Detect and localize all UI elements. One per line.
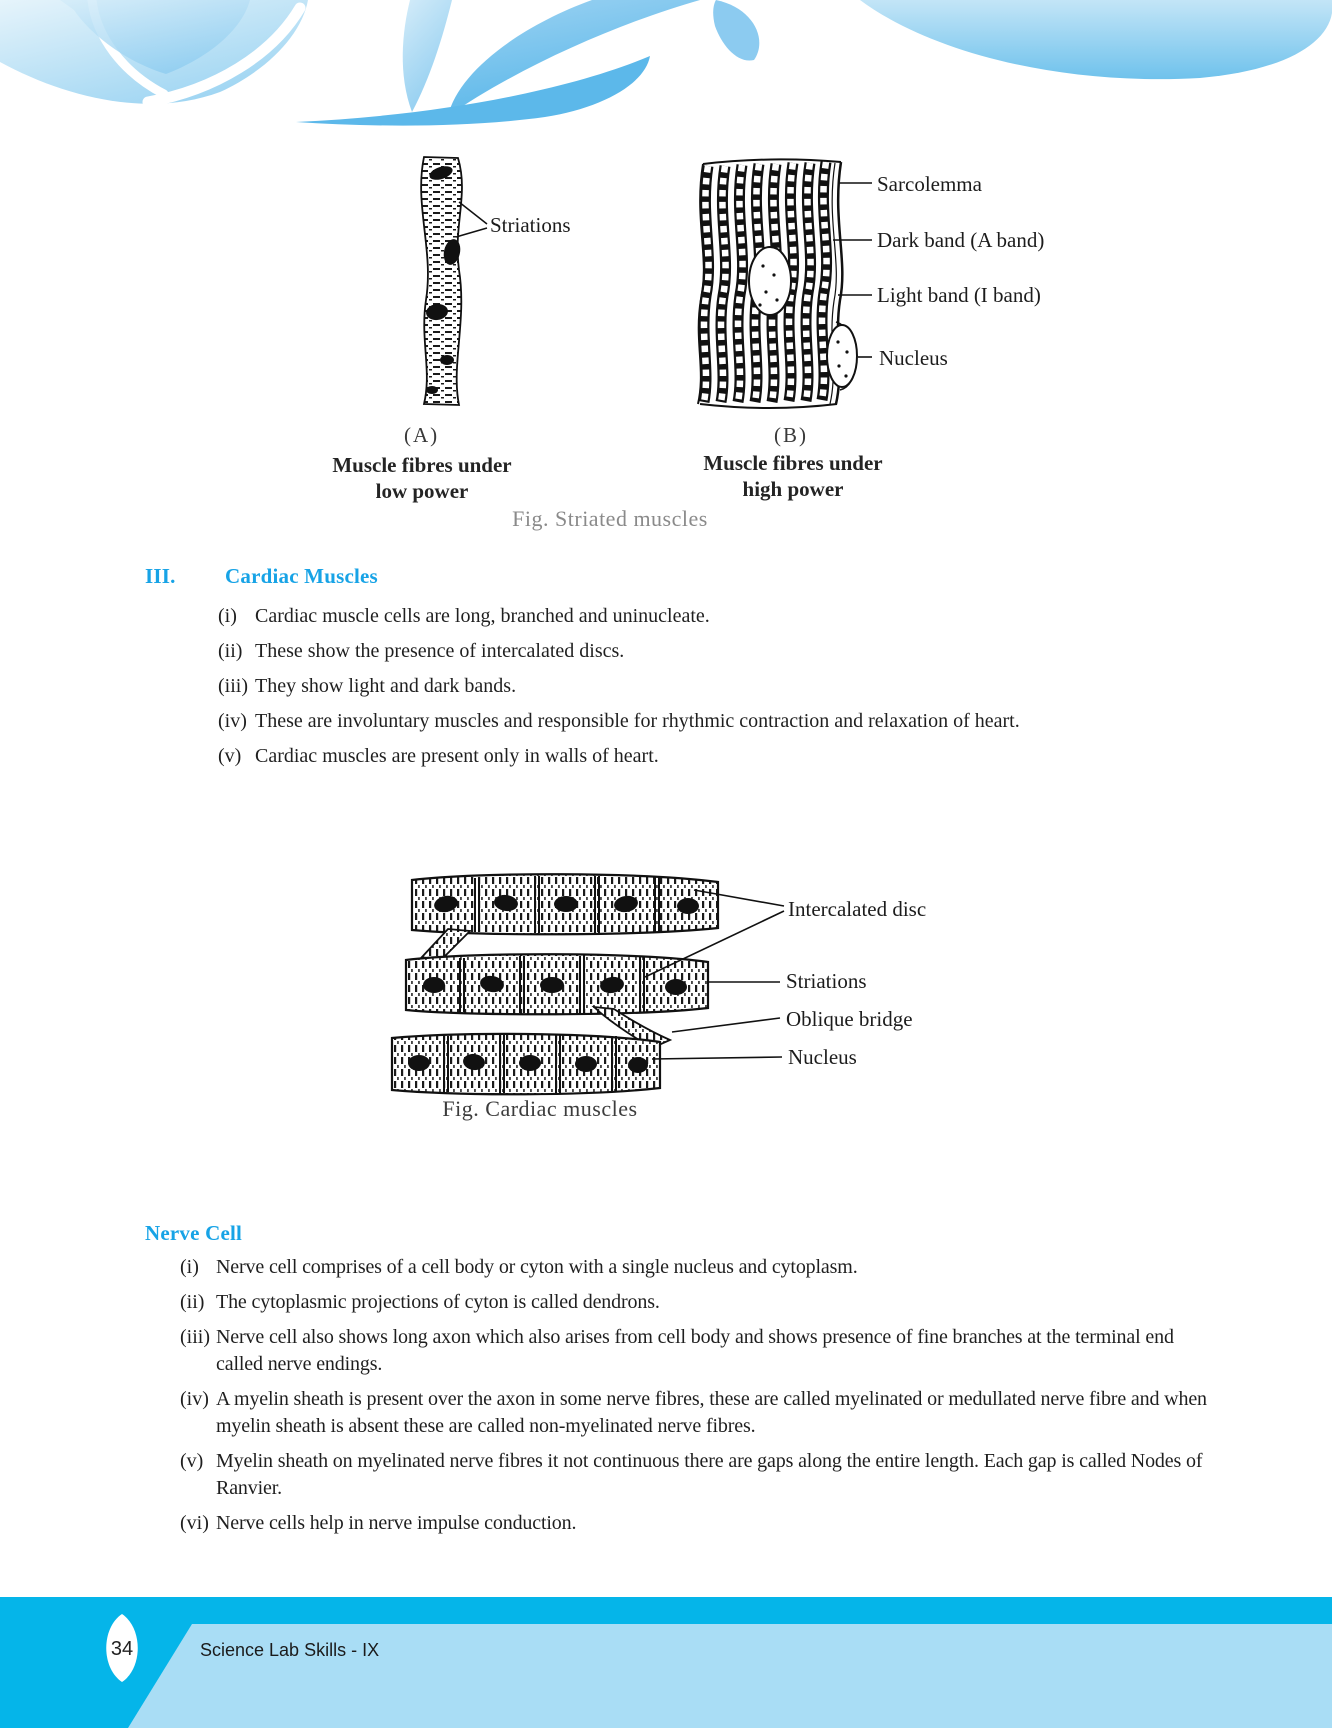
caption-low-power [272,452,572,504]
page-number: 34 [110,1638,134,1660]
list-item-text: They show light and dark bands. [255,675,517,697]
cardiac-cell-row [406,954,708,1014]
striated-muscles-figure-drawing [380,140,880,422]
list-item-number: (iv) [180,1388,209,1410]
list-item-text: Cardiac muscle cells are long, branched and uninucleate. [255,605,710,627]
list-item-number: (v) [218,745,242,767]
list-item-number: (iv) [218,710,247,732]
list-item [218,603,1208,629]
list-item [180,1254,1225,1281]
header-decorative-swoosh [0,0,1332,128]
list-item-text: Cardiac muscles are present only in walls of heart. [255,745,659,767]
list-item-number: (iii) [180,1326,210,1348]
label-cardiac-striations: Striations [786,969,867,993]
muscle-fibre-low-power [421,157,487,405]
subfigure-b-letter: (B) [774,423,808,447]
caption-low-power-line2: low power [375,479,469,503]
list-item [218,638,1208,664]
figure-caption-striated: Fig. Striated muscles [512,506,708,531]
section-number: III. [145,564,176,588]
list-item [218,673,1208,699]
label-nucleus-b: Nucleus [879,346,948,370]
list-item [180,1386,1225,1440]
list-item-text: Nerve cells help in nerve impulse conduction. [216,1512,577,1534]
cardiac-cell-row [392,1034,660,1094]
list-item-text: Nerve cell comprises of a cell body or cyton with a single nucleus and cytoplasm. [216,1256,858,1278]
list-item-text: These are involuntary muscles and responsible for rhythmic contraction and relaxation of heart. [255,710,1020,732]
book-title: Science Lab Skills - IX [200,1640,380,1660]
label-intercalated-disc: Intercalated disc [788,897,927,921]
list-item-number: (i) [218,605,237,627]
label-cardiac-nucleus: Nucleus [788,1045,857,1069]
list-item-number: (i) [180,1256,199,1278]
caption-high-power [640,450,946,502]
list-item-text: Myelin sheath on myelinated nerve fibres it not continuous there are gaps along the entire length. Each gap is called Nodes of Ranvier. [216,1450,1203,1499]
subfigure-a-letter: (A) [404,423,440,447]
list-item-number: (ii) [218,640,243,662]
label-sarcolemma: Sarcolemma [877,172,982,196]
caption-high-power-line1: Muscle fibres under [703,451,883,475]
figure-caption-cardiac: Fig. Cardiac muscles [442,1096,638,1121]
list-item [218,708,1208,734]
section-heading-cardiac-muscles: Cardiac Muscles [225,564,378,588]
label-oblique-bridge: Oblique bridge [786,1007,913,1031]
cardiac-cell-row [412,874,718,934]
list-item-text: Nerve cell also shows long axon which also arises from cell body and shows presence of fine branches at the terminal end called nerve endings. [216,1326,1174,1375]
section-heading-nerve-cell: Nerve Cell [145,1221,243,1245]
label-light-band: Light band (I band) [877,283,1041,307]
caption-high-power-line2: high power [742,477,844,501]
list-item [218,743,1208,769]
list-item [180,1289,1225,1316]
list-item [180,1324,1225,1378]
nerve-list [180,1254,1225,1545]
list-item [180,1448,1225,1502]
list-item-number: (vi) [180,1512,209,1534]
list-item-text: A myelin sheath is present over the axon in some nerve fibres, these are called myelinated or medullated nerve fibre and when myelin sheath is absent these are called non-myelinated nerve fibres. [216,1388,1207,1437]
list-item-number: (ii) [180,1291,205,1313]
muscle-fibre-high-power [698,159,872,408]
list-item-text: The cytoplasmic projections of cyton is called dendrons. [216,1291,660,1313]
cardiac-list [218,603,1208,778]
caption-low-power-line1: Muscle fibres under [332,453,512,477]
label-striations: Striations [490,213,571,237]
list-item-number: (v) [180,1450,204,1472]
list-item [180,1510,1225,1537]
list-item-number: (iii) [218,675,248,697]
label-dark-band: Dark band (A band) [877,228,1045,252]
cardiac-muscles-figure-drawing [380,860,790,1100]
list-item-text: These show the presence of intercalated discs. [255,640,625,662]
